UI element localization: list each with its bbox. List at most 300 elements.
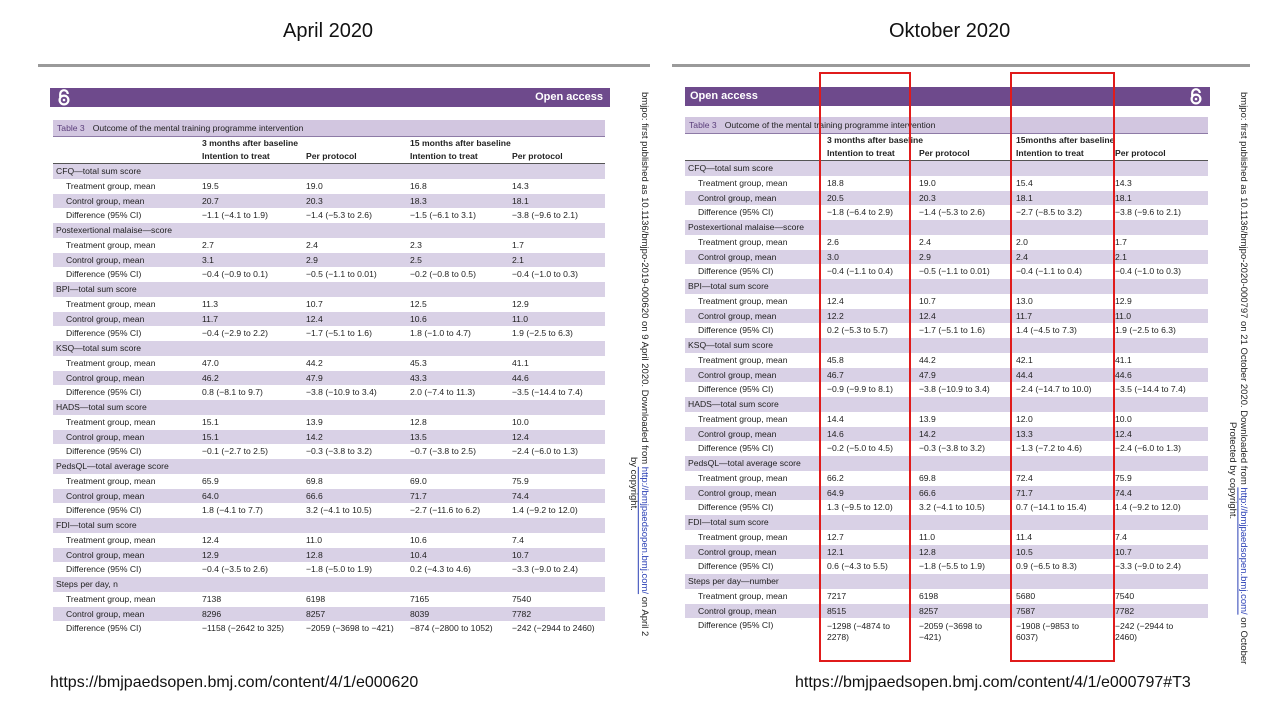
open-access-label: Open access <box>535 91 603 103</box>
table-cell: 12.8 <box>306 549 323 560</box>
table-cell: −3.5 (−14.4 to 7.4) <box>512 387 583 398</box>
section-row <box>685 397 1208 412</box>
table-cell: 18.1 <box>512 195 529 206</box>
row-label: Control group, mean <box>66 195 145 206</box>
table-cell: −1298 (−4874 to 2278) <box>827 621 891 643</box>
section-row <box>53 341 605 356</box>
table-row <box>53 548 605 563</box>
table-cell: −0.2 (−0.8 to 0.5) <box>410 269 476 280</box>
column-header: Per protocol <box>306 151 357 161</box>
row-label: Treatment group, mean <box>698 354 788 365</box>
row-label: Difference (95% CI) <box>698 325 774 336</box>
row-label: Difference (95% CI) <box>66 564 142 575</box>
table-cell: 47.9 <box>306 372 323 383</box>
row-label: Treatment group, mean <box>66 416 156 427</box>
table-row <box>685 323 1208 338</box>
table-row <box>685 191 1208 206</box>
side-link[interactable]: http://bmjpaedsopen.bmj.com/ <box>639 466 650 595</box>
table-cell: 44.6 <box>1115 369 1132 380</box>
table-cell: 5680 <box>1016 590 1036 601</box>
table-cell: 7782 <box>512 608 532 619</box>
table-cell: 0.8 (−8.1 to 9.7) <box>202 387 263 398</box>
table-cell: 3.1 <box>202 254 214 265</box>
side-link[interactable]: http://bmjpaedsopen.bmj.com/ <box>1238 487 1249 615</box>
table-cell: 14.2 <box>306 431 323 442</box>
table-cell: 2.4 <box>306 239 318 250</box>
table-cell: 2.5 <box>410 254 422 265</box>
row-label: Difference (95% CI) <box>66 387 142 398</box>
table-row <box>53 194 605 209</box>
table-cell: 14.6 <box>827 428 844 439</box>
table-cell: 2.7 <box>202 239 214 250</box>
table-cell: 10.6 <box>410 534 427 545</box>
table-cell: 10.0 <box>1115 413 1132 424</box>
table-cell: 15.1 <box>202 416 219 427</box>
highlight-box-15-months-itt <box>1010 72 1115 662</box>
row-label: Difference (95% CI) <box>66 446 142 457</box>
section-label: HADS—total sum score <box>56 402 147 412</box>
side-text-after-link: on April 2 <box>639 594 650 637</box>
column-header: Per protocol <box>512 151 563 161</box>
table-cell: 11.0 <box>1115 310 1132 321</box>
right-heading: Oktober 2020 <box>889 20 1011 42</box>
table-cell: −2.7 (−11.6 to 6.2) <box>410 505 481 516</box>
section-row <box>53 518 605 533</box>
table-cell: 15.4 <box>1016 177 1033 188</box>
span-header-row <box>53 137 605 150</box>
column-header-row <box>53 150 605 164</box>
table-cell: 2.3 <box>410 239 422 250</box>
table-row <box>685 205 1208 220</box>
section-row <box>53 223 605 238</box>
column-header-row <box>685 147 1208 161</box>
table-cell: 46.2 <box>202 372 219 383</box>
table-row <box>685 471 1208 486</box>
section-row <box>53 400 605 415</box>
right-article-page <box>685 87 1210 647</box>
section-label: PedsQL—total average score <box>56 461 169 471</box>
table-cell: 0.6 (−4.3 to 5.5) <box>827 561 888 572</box>
row-label: Control group, mean <box>698 310 777 321</box>
table-cell: 7540 <box>512 593 532 604</box>
table-cell: 8296 <box>202 608 222 619</box>
table-cell: 11.0 <box>306 534 323 545</box>
table-cell: 12.4 <box>512 431 529 442</box>
table-cell: 0.9 (−6.5 to 8.3) <box>1016 561 1077 572</box>
table-row <box>53 444 605 459</box>
row-label: Treatment group, mean <box>66 298 156 309</box>
table-cell: −3.8 (−9.6 to 2.1) <box>1115 207 1181 218</box>
row-label: Control group, mean <box>698 192 777 203</box>
table-cell: 47.0 <box>202 357 219 368</box>
table-cell: 7587 <box>1016 605 1036 616</box>
table-cell: 64.0 <box>202 490 219 501</box>
row-label: Difference (95% CI) <box>698 266 774 277</box>
table-cell: 2.0 <box>1016 236 1028 247</box>
table-cell: 8257 <box>919 605 939 616</box>
row-label: Control group, mean <box>698 487 777 498</box>
table-cell: 12.4 <box>202 534 219 545</box>
table-cell: 43.3 <box>410 372 427 383</box>
table-cell: −0.3 (−3.8 to 3.2) <box>306 446 372 457</box>
section-row <box>685 161 1208 176</box>
section-label: FDI—total sum score <box>688 517 769 527</box>
table-cell: 13.9 <box>306 416 323 427</box>
table-cell: 13.5 <box>410 431 427 442</box>
table-cell: −0.3 (−3.8 to 3.2) <box>919 443 985 454</box>
table-cell: −1.5 (−6.1 to 3.1) <box>410 210 476 221</box>
table-cell: 47.9 <box>919 369 936 380</box>
table-cell: 1.4 (−4.5 to 7.3) <box>1016 325 1077 336</box>
open-access-label: Open access <box>690 90 758 102</box>
table-row <box>685 441 1208 456</box>
left-divider <box>38 64 650 67</box>
table-cell: 12.4 <box>1115 428 1132 439</box>
table-cell: 8257 <box>306 608 326 619</box>
table-cell: −0.4 (−1.1 to 0.4) <box>827 266 893 277</box>
table-cell: 20.5 <box>827 192 844 203</box>
table-cell: 15.1 <box>202 431 219 442</box>
column-header: Intention to treat <box>410 151 478 161</box>
left-heading: April 2020 <box>283 20 374 42</box>
side-text-line2: by copyright. <box>628 457 639 511</box>
table-cell: 1.7 <box>1115 236 1127 247</box>
table-cell: −1.7 (−5.1 to 1.6) <box>306 328 372 339</box>
table-title: Outcome of the mental training programme intervention <box>92 123 304 133</box>
table-cell: 1.4 (−9.2 to 12.0) <box>512 505 578 516</box>
table-cell: 10.7 <box>1115 546 1132 557</box>
row-label: Difference (95% CI) <box>698 620 774 631</box>
column-header: Intention to treat <box>827 148 895 158</box>
table-cell: 75.9 <box>1115 472 1132 483</box>
table-cell: 64.9 <box>827 487 844 498</box>
table-cell: 8515 <box>827 605 847 616</box>
row-label: Treatment group, mean <box>698 531 788 542</box>
table-row <box>53 562 605 577</box>
left-source-url[interactable]: https://bmjpaedsopen.bmj.com/content/4/1/e000620 <box>50 674 419 691</box>
table-cell: −3.3 (−9.0 to 2.4) <box>1115 561 1181 572</box>
section-label: KSQ—total sum score <box>688 340 774 350</box>
table-cell: −874 (−2800 to 1052) <box>410 623 493 634</box>
section-row <box>685 279 1208 294</box>
table-label: Table 3 <box>689 120 717 130</box>
row-label: Control group, mean <box>66 254 145 265</box>
table-cell: 12.9 <box>1115 295 1132 306</box>
table-row <box>53 415 605 430</box>
table-row <box>685 309 1208 324</box>
table-cell: 44.4 <box>1016 369 1033 380</box>
row-label: Treatment group, mean <box>698 295 788 306</box>
table-cell: 18.1 <box>1115 192 1132 203</box>
section-label: HADS—total sum score <box>688 399 779 409</box>
column-header: Intention to treat <box>1016 148 1084 158</box>
table-row <box>53 356 605 371</box>
table-cell: −0.9 (−9.9 to 8.1) <box>827 384 893 395</box>
table-cell: 0.2 (−4.3 to 4.6) <box>410 564 471 575</box>
table-cell: 12.1 <box>827 546 844 557</box>
table-cell: 11.0 <box>919 531 936 542</box>
table-cell: 12.7 <box>827 531 844 542</box>
row-label: Control group, mean <box>66 549 145 560</box>
table-cell: 72.4 <box>1016 472 1033 483</box>
row-label: Control group, mean <box>698 428 777 439</box>
table-cell: −0.5 (−1.1 to 0.01) <box>306 269 377 280</box>
table-cell: 2.4 <box>1016 251 1028 262</box>
section-label: CFQ—total sum score <box>688 163 774 173</box>
row-label: Treatment group, mean <box>66 180 156 191</box>
table-cell: 12.4 <box>827 295 844 306</box>
table-cell: 12.5 <box>410 298 427 309</box>
table-cell: 44.6 <box>512 372 529 383</box>
table-row <box>53 607 605 622</box>
table-cell: −0.2 (−5.0 to 4.5) <box>827 443 893 454</box>
row-label: Treatment group, mean <box>66 534 156 545</box>
open-access-band <box>685 87 1210 106</box>
table-row <box>53 326 605 341</box>
outcome-table <box>685 117 1208 644</box>
row-label: Control group, mean <box>698 369 777 380</box>
table-row <box>53 385 605 400</box>
section-label: Postexertional malaise—score <box>688 222 805 232</box>
row-label: Treatment group, mean <box>698 177 788 188</box>
table-cell: 74.4 <box>512 490 529 501</box>
table-cell: 18.3 <box>410 195 427 206</box>
table-cell: 7782 <box>1115 605 1135 616</box>
table-cell: 45.3 <box>410 357 427 368</box>
table-cell: 1.4 (−9.2 to 12.0) <box>1115 502 1181 513</box>
table-row <box>53 297 605 312</box>
table-cell: 13.9 <box>919 413 936 424</box>
table-row <box>53 474 605 489</box>
row-label: Treatment group, mean <box>66 357 156 368</box>
table-cell: 10.0 <box>512 416 529 427</box>
row-label: Control group, mean <box>698 546 777 557</box>
span-header: 15months after baseline <box>1016 134 1206 148</box>
table-cell: −2059 (−3698 to −421) <box>306 623 394 634</box>
table-cell: −0.4 (−3.5 to 2.6) <box>202 564 268 575</box>
table-cell: 12.0 <box>1016 413 1033 424</box>
table-cell: 66.6 <box>919 487 936 498</box>
table-cell: 44.2 <box>306 357 323 368</box>
table-cell: 11.7 <box>202 313 219 324</box>
table-cell: 14.3 <box>1115 177 1132 188</box>
table-cell: −1.4 (−5.3 to 2.6) <box>919 207 985 218</box>
table-cell: −1.4 (−5.3 to 2.6) <box>306 210 372 221</box>
table-row <box>685 618 1208 644</box>
table-row <box>53 533 605 548</box>
table-row <box>53 179 605 194</box>
table-cell: −0.1 (−2.7 to 2.5) <box>202 446 268 457</box>
table-row <box>685 368 1208 383</box>
table-row <box>53 208 605 223</box>
row-label: Control group, mean <box>698 605 777 616</box>
table-cell: 12.8 <box>410 416 427 427</box>
table-cell: 19.0 <box>919 177 936 188</box>
table-cell: 13.0 <box>1016 295 1033 306</box>
table-cell: 12.4 <box>919 310 936 321</box>
row-label: Difference (95% CI) <box>66 210 142 221</box>
section-row <box>685 220 1208 235</box>
span-header: 3 months after baseline <box>827 134 1007 148</box>
section-row <box>53 459 605 474</box>
section-label: Steps per day, n <box>56 579 118 589</box>
table-cell: −1.1 (−4.1 to 1.9) <box>202 210 268 221</box>
table-row <box>53 621 605 636</box>
row-label: Control group, mean <box>66 431 145 442</box>
table-cell: 7165 <box>410 593 430 604</box>
row-label: Control group, mean <box>66 608 145 619</box>
row-label: Difference (95% CI) <box>698 443 774 454</box>
table-cell: 12.2 <box>827 310 844 321</box>
table-title-bar <box>53 120 605 137</box>
table-cell: −0.7 (−3.8 to 2.5) <box>410 446 476 457</box>
table-cell: 11.7 <box>1016 310 1033 321</box>
table-cell: 20.3 <box>919 192 936 203</box>
section-row <box>685 515 1208 530</box>
side-text-after-link: on October <box>1238 614 1249 665</box>
table-cell: −3.3 (−9.0 to 2.4) <box>512 564 578 575</box>
table-cell: 12.9 <box>512 298 529 309</box>
row-label: Treatment group, mean <box>698 590 788 601</box>
table-cell: 11.3 <box>202 298 219 309</box>
table-cell: 66.2 <box>827 472 844 483</box>
table-cell: 10.5 <box>1016 546 1033 557</box>
table-row <box>685 545 1208 560</box>
table-cell: 44.2 <box>919 354 936 365</box>
table-cell: −1158 (−2642 to 325) <box>202 623 285 634</box>
table-row <box>685 530 1208 545</box>
section-row <box>685 456 1208 471</box>
table-cell: 41.1 <box>1115 354 1132 365</box>
table-cell: −0.4 (−1.1 to 0.4) <box>1016 266 1082 277</box>
table-row <box>685 353 1208 368</box>
table-cell: 2.9 <box>306 254 318 265</box>
table-row <box>685 264 1208 279</box>
table-row <box>53 312 605 327</box>
section-label: Steps per day—number <box>688 576 779 586</box>
table-cell: 71.7 <box>410 490 427 501</box>
section-row <box>685 574 1208 589</box>
table-row <box>53 267 605 282</box>
section-row <box>53 282 605 297</box>
table-row <box>685 250 1208 265</box>
table-cell: −2.7 (−8.5 to 3.2) <box>1016 207 1082 218</box>
table-cell: −0.4 (−1.0 to 0.3) <box>512 269 578 280</box>
table-cell: 3.2 (−4.1 to 10.5) <box>306 505 372 516</box>
table-cell: 13.3 <box>1016 428 1033 439</box>
table-body <box>53 164 605 636</box>
section-label: BPI—total sum score <box>56 284 137 294</box>
table-cell: 10.4 <box>410 549 427 560</box>
table-cell: −3.8 (−10.9 to 3.4) <box>919 384 990 395</box>
table-cell: 1.3 (−9.5 to 12.0) <box>827 502 893 513</box>
table-cell: −3.5 (−14.4 to 7.4) <box>1115 384 1186 395</box>
table-cell: 10.7 <box>512 549 529 560</box>
table-cell: 1.9 (−2.5 to 6.3) <box>1115 325 1176 336</box>
table-cell: 10.7 <box>306 298 323 309</box>
table-row <box>53 503 605 518</box>
table-cell: 6198 <box>919 590 939 601</box>
open-access-band <box>50 88 610 107</box>
table-cell: 14.3 <box>512 180 529 191</box>
table-cell: 2.1 <box>512 254 524 265</box>
table-cell: 1.9 (−2.5 to 6.3) <box>512 328 573 339</box>
table-cell: 71.7 <box>1016 487 1033 498</box>
open-access-icon <box>56 89 72 106</box>
table-cell: 2.4 <box>919 236 931 247</box>
table-cell: 2.6 <box>827 236 839 247</box>
table-cell: 19.5 <box>202 180 219 191</box>
table-row <box>685 589 1208 604</box>
section-row <box>53 164 605 179</box>
table-cell: 1.8 (−1.0 to 4.7) <box>410 328 471 339</box>
row-label: Difference (95% CI) <box>698 207 774 218</box>
span-header-row <box>685 134 1208 147</box>
table-cell: 0.2 (−5.3 to 5.7) <box>827 325 888 336</box>
table-cell: 42.1 <box>1016 354 1033 365</box>
table-cell: −0.4 (−2.9 to 2.2) <box>202 328 268 339</box>
section-label: KSQ—total sum score <box>56 343 142 353</box>
section-row <box>53 577 605 592</box>
table-cell: 66.6 <box>306 490 323 501</box>
column-header: Per protocol <box>1115 148 1166 158</box>
table-cell: −242 (−2944 to 2460) <box>1115 621 1174 643</box>
table-title: Outcome of the mental training programme intervention <box>724 120 936 130</box>
table-cell: 69.0 <box>410 475 427 486</box>
right-source-url[interactable]: https://bmjpaedsopen.bmj.com/content/4/1/e000797#T3 <box>795 674 1191 691</box>
side-text-before-link: bmjpo: first published as 10.1136/bmjpo-2020-000797 on 21 October 2020. Downloaded from <box>1238 92 1249 488</box>
right-side-text <box>1227 92 1249 665</box>
table-row <box>685 427 1208 442</box>
table-cell: −3.8 (−10.9 to 3.4) <box>306 387 377 398</box>
table-title-bar <box>685 117 1208 134</box>
table-row <box>53 430 605 445</box>
table-cell: 1.8 (−4.1 to 7.7) <box>202 505 263 516</box>
table-cell: 3.2 (−4.1 to 10.5) <box>919 502 985 513</box>
table-cell: 14.2 <box>919 428 936 439</box>
highlight-box-3-months-itt <box>819 72 911 662</box>
table-cell: −2.4 (−6.0 to 1.3) <box>512 446 578 457</box>
row-label: Difference (95% CI) <box>66 269 142 280</box>
table-cell: 7.4 <box>1115 531 1127 542</box>
table-row <box>685 500 1208 515</box>
table-cell: −242 (−2944 to 2460) <box>512 623 595 634</box>
table-cell: 74.4 <box>1115 487 1132 498</box>
table-cell: −2.4 (−6.0 to 1.3) <box>1115 443 1181 454</box>
side-text-line2: Protected by copyright. <box>1227 422 1238 520</box>
table-row <box>685 382 1208 397</box>
table-cell: −0.4 (−0.9 to 0.1) <box>202 269 268 280</box>
span-header: 15 months after baseline <box>410 137 605 151</box>
outcome-table <box>53 120 605 636</box>
row-label: Control group, mean <box>698 251 777 262</box>
open-access-icon <box>1188 88 1204 105</box>
table-body <box>685 161 1208 644</box>
row-label: Difference (95% CI) <box>66 623 142 634</box>
table-row <box>685 559 1208 574</box>
table-label: Table 3 <box>57 123 85 133</box>
table-cell: −1.7 (−5.1 to 1.6) <box>919 325 985 336</box>
row-label: Control group, mean <box>66 372 145 383</box>
table-cell: 69.8 <box>306 475 323 486</box>
section-label: PedsQL—total average score <box>688 458 801 468</box>
table-cell: 2.0 (−7.4 to 11.3) <box>410 387 476 398</box>
row-label: Treatment group, mean <box>66 239 156 250</box>
table-cell: 65.9 <box>202 475 219 486</box>
table-cell: −3.8 (−9.6 to 2.1) <box>512 210 578 221</box>
table-cell: −2.4 (−14.7 to 10.0) <box>1016 384 1092 395</box>
table-cell: −2059 (−3698 to −421) <box>919 621 983 643</box>
